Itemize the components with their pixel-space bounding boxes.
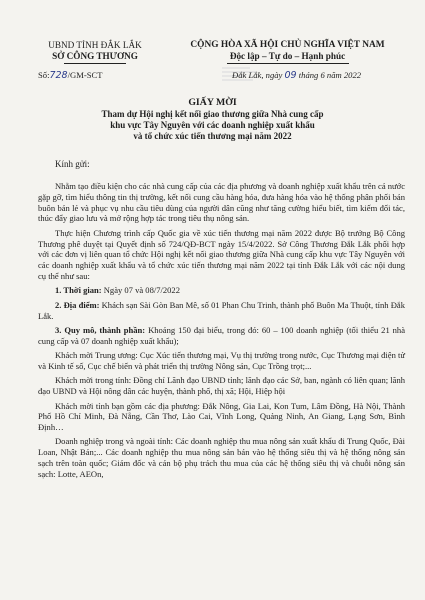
item-venue-label: 2. Địa điểm: bbox=[55, 299, 100, 310]
item-venue-text: Khách sạn Sài Gòn Ban Mê, số 01 Phan Chu Trinh, thành phố Buôn Ma Thuột, tỉnh Đắk Lắk. bbox=[38, 299, 405, 321]
document-body bbox=[38, 181, 405, 483]
item-scale-text: Khoảng 150 đại biểu, trong đó: 60 – 100 doanh nghiệp (tối thiểu 21 nhà cung cấp và 07 doanh nghiệp xuất khẩu); bbox=[38, 324, 406, 346]
title-line-1: Tham dự Hội nghị kết nối giao thương giữa Nhà cung cấp bbox=[101, 109, 324, 119]
doc-number-prefix: Số: bbox=[38, 70, 50, 80]
date-day-handwritten: 09 bbox=[284, 70, 297, 81]
national-title: CỘNG HÒA XÃ HỘI CHỦ NGHĨA VIỆT NAM bbox=[190, 40, 385, 50]
paragraph-purpose: Nhằm tạo điều kiện cho các nhà cung cấp của các địa phương và doanh nghiệp xuất khẩu trên cả nước gặp gỡ, tìm hiểu thông tin thị trường, kết nối cung cầu hàng hóa, đưa hàng hóa vào hệ thống phân phối bán buôn bán lẻ và phục vụ nhu cầu tiêu dùng của người dân cũng như tăng cường hiểu biết, tìm kiếm đối tác, thúc đẩy giao lưu và mở rộng hợp tác trong tiêu thụ nông sản. bbox=[38, 181, 405, 224]
document-title-block bbox=[20, 97, 405, 141]
agency-underline bbox=[64, 63, 126, 64]
paragraph-enterprises: Doanh nghiệp trong và ngoài tỉnh: Các doanh nghiệp thu mua nông sản xuất khẩu đi Trung Quốc, Đài Loan, Nhật Bản;... Các doanh nghiệp thu mua nông sản bán vào hệ thống siêu thị và hệ thống nông sản sạch trên toàn quốc; Giám đốc và cán bộ phụ trách thu mua của các hệ thống siêu thị và chuỗi nông sản sạch: Lotte, AEOn, bbox=[38, 436, 405, 479]
item-time bbox=[38, 285, 405, 296]
item-time-text: Ngày 07 và 08/7/2022 bbox=[101, 285, 180, 296]
agency-line-2: SỞ CÔNG THƯƠNG bbox=[52, 51, 138, 61]
national-header bbox=[170, 40, 405, 64]
doc-number-suffix: /GM-SCT bbox=[67, 70, 103, 80]
paragraph-central-guests: Khách mời Trung ương: Cục Xúc tiến thương mại, Vụ thị trường trong nước, Cục Thương mại điện tử và Kinh tế số, Cục chế biến và phát triển thị trường Nông sản, Cục Trồng trọt;... bbox=[38, 350, 405, 371]
issue-date bbox=[232, 70, 361, 81]
doc-number-handwritten: 728 bbox=[49, 70, 68, 81]
paragraph-provincial-guests: Khách mời trong tỉnh: Đồng chí Lãnh đạo UBND tỉnh; lãnh đạo các Sở, ban, ngành có liên quan; lãnh đạo UBND và Hội nông dân các huyện, thành phố, thị xã; Hội, Hiệp hội bbox=[38, 375, 405, 397]
date-suffix: tháng 6 năm 2022 bbox=[298, 70, 362, 80]
document-number bbox=[38, 70, 102, 81]
title-line-2: khu vực Tây Nguyên với các doanh nghiệp xuất khẩu bbox=[110, 119, 315, 130]
date-prefix: Đắk Lắk, ngày bbox=[232, 70, 283, 80]
salutation: Kính gửi: bbox=[55, 159, 90, 169]
paragraph-basis: Thực hiện Chương trình cấp Quốc gia về xúc tiến thương mại năm 2022 được Bộ trưởng Bộ Công Thương phê duyệt tại Quyết định số 724/QĐ-BCT ngày 15/4/2022. Sở Công Thương Đắk Lắk phối hợp với các đơn vị liên quan tổ chức Hội nghị kết nối giao thương giữa Nhà cung cấp khu vực Tây Nguyên với các doanh nghiệp xuất khẩu và tổ chức xúc tiến thương mại năm 2022 tại tỉnh Đắk Lắk với các nội dung cụ thể như sau: bbox=[38, 227, 405, 281]
agency-line-1: UBND TỈNH ĐẮK LẮK bbox=[48, 40, 142, 50]
document-title: GIẤY MỜI bbox=[188, 97, 237, 108]
item-venue bbox=[38, 300, 405, 322]
title-line-3: và tổ chức xúc tiến thương mại năm 2022 bbox=[133, 130, 292, 141]
issuing-agency bbox=[20, 40, 170, 64]
item-scale bbox=[38, 325, 405, 347]
national-motto: Độc lập – Tự do – Hạnh phúc bbox=[229, 51, 346, 61]
paragraph-partner-provinces: Khách mời tỉnh bạn gồm các địa phương: Đắk Nông, Gia Lai, Kon Tum, Lâm Đồng, Hà Nội, Thành Phố Hồ Chí Minh, Đà Nẵng, Cần Thơ, Lào Cai, Vĩnh Long, Quảng Ninh, An Giang, Lạng Sơn, Bình Định… bbox=[38, 400, 405, 433]
item-time-label: 1. Thời gian: bbox=[55, 285, 102, 296]
item-scale-label: 3. Quy mô, thành phần: bbox=[55, 324, 146, 335]
